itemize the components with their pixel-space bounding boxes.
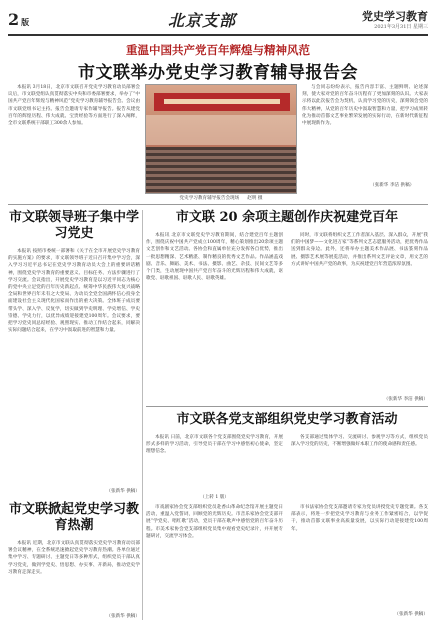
lead-article-text-2: 与会同志纷纷表示，报告内容丰富、主题鲜明、论述深刻，使大家对党的百年奋斗历程有了更加深刻的认识。大家表示将以此次报告会为契机，认真学习党的历史，深刻领会党的伟大精神，从党的百年历史中汲取智慧和力量，把学习成果转化为推动首都文艺事业繁荣发展的实际行动，在新时代新征程中展现新作为。	[302, 85, 428, 127]
lead-kicker: 重温中国共产党百年辉煌与精神风范	[126, 43, 310, 57]
article-title-leadership-study: 市文联领导班子集中学习党史	[8, 210, 139, 241]
article-text-creations-2: 同时，市文联将组织文艺工作者深入基层、深入群众，开展“我们的中国梦——文化进万家”等系列文艺志愿服务活动，把优秀作品送到群众身边。此外，还将举办主题美术作品展、书法篆刻作品展、摄影艺术展等展览活动，并推出系列文艺评论文章，用文艺的方式讲好中国共产党的故事，为庆祝建党百年营造浓厚氛围。	[291, 233, 428, 267]
lead-article-text-1: 本报讯 3月18日，北京市文联召开党史学习教育动员部署会议后，市文联党组认真贯彻落实中央和市委部署要求，举办了“中国共产党百年辉煌与精神风范”党史学习教育辅导报告会。会议由市文联党组书记主持。报告会邀请专家作辅导报告。报告从建党百年的辉煌历程、伟大成就、宝贵经验等方面进行了深入阐释，全市文联系统干部职工300余人参加。	[8, 85, 140, 127]
issue-date: 2021年3月31日 星期三	[374, 24, 428, 30]
byline-study-wave: （张新华 供稿）	[106, 614, 140, 619]
photo-stage	[146, 115, 297, 145]
lead-photo	[145, 84, 297, 194]
article-title-branch-activities: 市文联各党支部组织党史学习教育活动	[176, 412, 398, 427]
byline-leadership-study: （张新华 供稿）	[106, 489, 140, 494]
photo-credit: 赵明 摄	[247, 196, 263, 201]
right-column	[146, 210, 428, 620]
newspaper-logo: 北京支部	[168, 11, 237, 30]
column-name: 党史学习教育	[362, 10, 428, 23]
article-text-branch-4: 市书法家协会党支部邀请专家为党员讲授党史专题党课。各支部表示，将进一步把党史学习教育与业务工作紧密结合，以学促干，推动首都文联事业高质量发展，以实际行动迎接建党100周年。	[291, 505, 428, 532]
article-text-leadership-study: 本报讯 按照市委统一部署和《关于在全市开展党史学习教育的实施方案》的要求，市文联领导班子近日召开集中学习会，深入学习习近平总书记在党史学习教育动员大会上的重要讲话精神，围绕党史学习教育的重要意义、目标任务、方法步骤进行了学习交流。会议指出，开展党史学习教育是以习近平同志为核心的党中央立足党的百年历史新起点、统筹中华民族伟大复兴战略全局和世界百年未有之大变局、为动员全党全国满怀信心投身全面建设社会主义现代化国家而作出的重大决策。全体班子成员要带头学、深入学、反复学，切实做到学史明理、学史增信、学史崇德、学史力行，以优异成绩迎接建党100周年。会议要求，要把学习党史同总结经验、观照现实、推动工作结合起来，同解决实际问题结合起来，在学习中汲取前进的智慧和力量。	[8, 249, 140, 334]
article-text-creations-1: 本报讯 北京市文联党史学习教育期间，结合建党百年主题创作，围绕庆祝中国共产党成立100周年，精心策划推出20余项主题文艺创作和文艺活动。各协会和直属单位充分发挥各自优势，推出一批思想精深、艺术精湛、制作精良的优秀文艺作品。作品涵盖戏剧、音乐、舞蹈、美术、书法、摄影、曲艺、杂技、民间文艺等多个门类，生动展现中国共产党百年奋斗的光辉历程和伟大成就，讴歌党、讴歌祖国、讴歌人民、讴歌英雄。	[146, 233, 283, 282]
masthead	[8, 6, 428, 36]
photo-audience	[146, 147, 297, 193]
byline-creations: （张新华 李洁 供稿）	[383, 397, 428, 402]
lead-byline: （张新华 李洁 供稿）	[370, 183, 415, 188]
article-title-study-wave: 市文联掀起党史学习教育热潮	[8, 502, 139, 533]
page-number: 2 版	[8, 10, 30, 29]
left-column	[8, 210, 140, 620]
article-text-branch-3: 市戏剧家协会党支部组织党员赴香山革命纪念馆开展主题党日活动，重温入党誓词，回顾党的光辉历史。市音乐家协会党支部开展“学党史、唱红歌”活动，党员干部在歌声中感悟党的百年奋斗历程。市美术家协会党支部组织党员集中观看党史纪录片，并开展专题研讨，交流学习体会。	[146, 505, 283, 539]
section-divider-right	[146, 406, 428, 407]
article-title-creations: 市文联 20 余项主题创作庆祝建党百年	[175, 210, 399, 225]
photo-stage-banner	[154, 93, 290, 111]
article-text-branch-1: 本报讯 日前，北京市文联各个党支部围绕党史学习教育，开展形式多样的学习活动，引导党员干部在学习中感悟初心使命，坚定理想信念。	[146, 435, 283, 455]
byline-branch-activities: （张新华 供稿）	[394, 612, 428, 617]
lead-headline: 市文联举办党史学习教育辅导报告会	[78, 63, 358, 83]
column-divider	[142, 210, 143, 620]
photo-caption: 党史学习教育辅导报告会现场 赵明 摄	[179, 196, 263, 201]
continued-note: （上转 1 版）	[200, 495, 229, 500]
article-text-branch-2: 各支部通过集体学习、交流研讨、参观学习等方式，组织党员深入学习党的历史，不断增强做好本职工作的使命感和责任感。	[291, 435, 428, 448]
article-text-study-wave: 本报讯 近期，北京市文联认真贯彻落实党史学习教育动员部署会议精神，在全系统迅速掀起党史学习教育热潮。各单位通过集中学习、专题研讨、主题党日等多种形式，组织党员干部认真学习党史，做到学党史、悟思想、办实事、开新局，推动党史学习教育走深走实。	[8, 541, 140, 575]
section-divider	[8, 204, 428, 205]
